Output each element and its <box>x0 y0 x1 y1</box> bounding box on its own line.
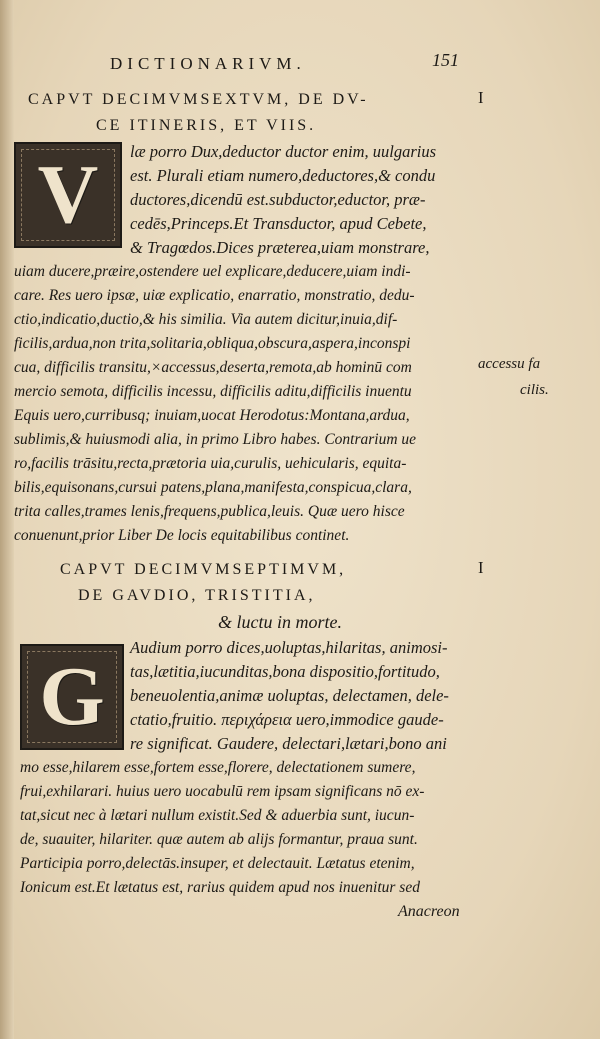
ch16-line-16: trita calles,trames lenis,frequens,publica,leuis. Quæ uero hisce <box>14 503 405 520</box>
decorated-initial-v <box>14 142 122 248</box>
ch17-line-3: beneuolentia,animæ uoluptas, delectamen, dele- <box>130 686 449 705</box>
chapter17-heading-marker: I <box>478 558 484 577</box>
ch17-line-7: frui,exhilarari. huius uero uocabulū rem ipsam significans nō ex- <box>20 783 425 800</box>
ch16-line-12: Equis uero,curribusq; inuiam,uocat Herodotus:Montana,ardua, <box>14 407 410 424</box>
ch16-line-9: ficilis,ardua,non trita,solitaria,obliqua,obscura,aspera,inconspi <box>14 335 411 352</box>
ch16-line-7: care. Res uero ipsæ, uiæ explicatio, enarratio, monstratio, dedu- <box>14 287 415 304</box>
ch17-line-6: mo esse,hilarem esse,fortem esse,florere, delectationem sumere, <box>20 759 416 776</box>
ch17-line-10: Participia porro,delectās.insuper, et delectauit. Lætatus etenim, <box>20 855 415 872</box>
ch16-line-8: ctio,indicatio,ductio,& his similia. Via autem dicitur,inuia,dif- <box>14 311 398 328</box>
chapter17-heading-line3: & luctu in morte. <box>218 612 342 632</box>
page-gutter <box>0 0 14 1039</box>
ch16-line-10: cua, difficilis transitu,×accessus,deserta,remota,ab hominū com <box>14 359 412 376</box>
ch17-line-4: ctatio,fruitio. περιχάρεια uero,immodice gaude- <box>130 710 444 729</box>
ch17-line-9: de, suauiter, hilariter. quæ autem ab alijs formantur, praua sunt. <box>20 831 418 848</box>
margin-note-2: cilis. <box>520 382 549 398</box>
decorated-initial-g <box>20 644 124 750</box>
catchword: Anacreon <box>398 903 460 920</box>
initial-letter-v: V <box>37 148 99 241</box>
folio-number: 151 <box>432 50 459 70</box>
ch16-line-5: & Tragœdos.Dices præterea,uiam monstrare, <box>130 238 430 257</box>
ch16-line-17: conuenunt,prior Liber De locis equitabilibus continet. <box>14 527 350 544</box>
ch16-line-1: læ porro Dux,deductor ductor enim, uulgarius <box>130 142 436 161</box>
ch16-line-6: uiam ducere,præire,ostendere uel explicare,deducere,uiam indi- <box>14 263 411 280</box>
chapter16-heading-line1: CAPVT DECIMVMSEXTVM, DE DV- <box>28 91 369 108</box>
ch16-line-4: cedēs,Princeps.Et Transductor, apud Cebete, <box>130 214 427 233</box>
chapter16-heading-marker: I <box>478 88 484 107</box>
ch16-line-2: est. Plurali etiam numero,deductores,& condu <box>130 166 436 185</box>
initial-letter-g: G <box>39 650 105 743</box>
chapter17-heading-line1: CAPVT DECIMVMSEPTIMVM, <box>60 561 347 578</box>
ch16-line-14: ro,facilis trāsitu,recta,prætoria uia,curulis, uehicularis, equita- <box>14 455 407 472</box>
initial-ornament <box>21 149 115 241</box>
chapter16-heading-line2: CE ITINERIS, ET VIIS. <box>96 117 317 134</box>
ch16-line-15: bilis,equisonans,cursui patens,plana,manifesta,conspicua,clara, <box>14 479 412 496</box>
running-head: DICTIONARIVM. <box>110 54 306 73</box>
chapter17-heading-line2: DE GAVDIO, TRISTITIA, <box>78 587 316 604</box>
ch17-line-1: Audium porro dices,uoluptas,hilaritas, animosi- <box>130 638 448 657</box>
ch16-line-13: sublimis,& huiusmodi alia, in primo Libro habes. Contrarium ue <box>14 431 417 448</box>
margin-note-1: accessu fa <box>478 356 541 372</box>
ch17-line-11: Ionicum est.Et lætatus est, rarius quidem apud nos inuenitur sed <box>20 879 420 896</box>
initial-ornament <box>27 651 117 743</box>
ch16-line-11: mercio semota, difficilis incessu, difficilis aditu,difficilis inuentu <box>14 383 412 400</box>
ch17-line-5: re significat. Gaudere, delectari,lætari,bono ani <box>130 734 447 753</box>
ch17-line-8: tat,sicut nec à lætari nullum existit.Sed & aduerbia sunt, iucun- <box>20 807 415 824</box>
ch17-line-2: tas,lætitia,iucunditas,bona dispositio,fortitudo, <box>130 662 440 681</box>
ch16-line-3: ductores,dicendū est.subductor,eductor, præ- <box>130 190 426 209</box>
